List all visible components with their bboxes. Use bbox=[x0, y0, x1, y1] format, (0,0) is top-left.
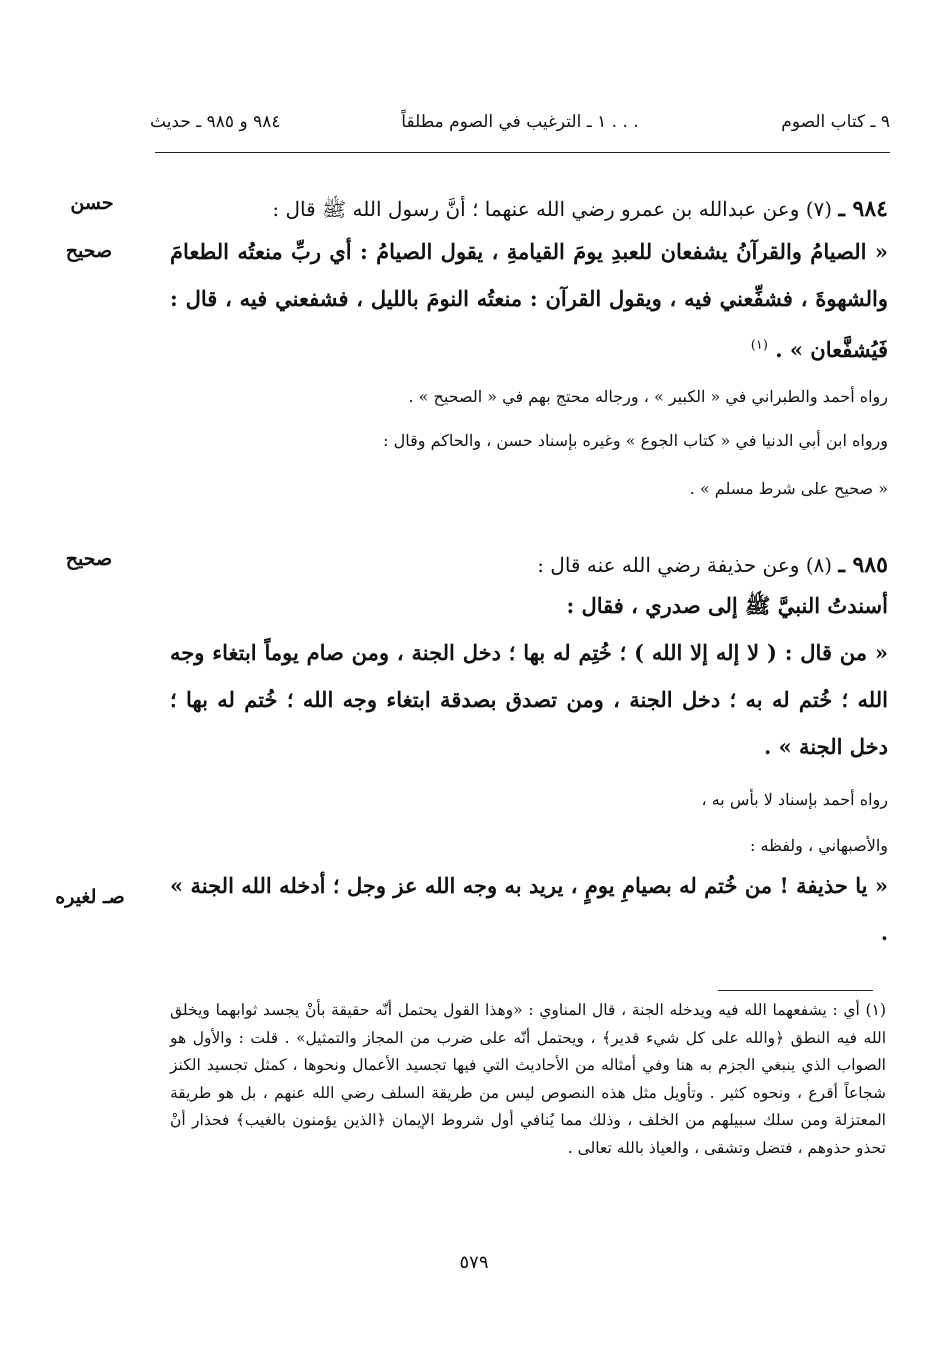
hadith-985-ref1: رواه أحمد بإسناد لا بأس به ، bbox=[701, 790, 888, 809]
hadith-985-intro: أسندتُ النبيَّ ﷺ إلى صدري ، فقال : bbox=[566, 593, 888, 618]
page-number: ٥٧٩ bbox=[459, 1252, 489, 1273]
hadith-985 bbox=[170, 548, 888, 956]
grade-985-extra: صـ لغيره bbox=[55, 886, 125, 908]
grade-984-line2: صحيح bbox=[65, 240, 113, 262]
footnote-text: (١) أي : يشفعهما الله فيه ويدخله الجنة ، قال المناوي : «وهذا القول يحتمل أنّه حقيقة بأنْ يجسد ثوابهما ويخلق الله فيه النطق ﴿والله على كل شيء قدير﴾ ، ويحتمل أنّه على ضرب من المجاز والتمثيل» . قلت : والأول هو الصواب الذي ينبغي الجزم به هنا وفي أمثاله من الأحاديث التي فيها تجسيد الأعمال ونحوها ، كمثل تجسيد الكنز شجاعاً أقرع ، ونحوه كثير . وتأويل مثل هذه النصوص ليس من طريقة السلف رضي الله عنهم ، بل هو طريقة المعتزلة ومن سلك سبيلهم من الخلف ، وذلك مما يُنافي أول شروط الإيمان ﴿الذين يؤمنون بالغيب﴾ فحذار أنْ تحذو حذوهم ، فتضل وتشقى ، والعياذ بالله تعالى . bbox=[170, 1001, 886, 1157]
header-book-title: ٩ ـ كتاب الصوم bbox=[781, 112, 890, 132]
hadith-984-isnad: (٧) وعن عبدالله بن عمرو رضي الله عنهما ؛ أنَّ رسول الله ﷺ قال : bbox=[272, 197, 833, 221]
header-hadith-range: ٩٨٤ و ٩٨٥ ـ حديث bbox=[150, 112, 281, 132]
running-header bbox=[150, 112, 890, 142]
footnote-marker: (١) bbox=[750, 338, 768, 353]
grade-985: صحيح bbox=[65, 548, 113, 570]
hadith-984-matn: « الصيامُ والقرآنُ يشفعان للعبدِ يومَ القيامةِ ، يقول الصيامُ : أي ربِّ منعتُه الطعامَ والشهوةَ ، فشفِّعني فيه ، ويقول القرآن : منعتُه النومَ بالليل ، فشفعني فيه ، قال : فَيُشفَّعان » . bbox=[170, 239, 888, 362]
hadith-985-ref2: والأصبهاني ، ولفظه : bbox=[750, 836, 888, 855]
hadith-984-number: ٩٨٤ ـ bbox=[838, 196, 888, 222]
hadith-984 bbox=[170, 192, 888, 501]
header-chapter-title: ١ ـ الترغيب في الصوم مطلقاً . . . bbox=[401, 112, 639, 132]
hadith-984-ref1: رواه أحمد والطبراني في « الكبير » ، ورجاله محتج بهم في « الصحيح » . bbox=[408, 387, 888, 406]
hadith-985-isnad-line bbox=[170, 548, 888, 582]
footnote-divider bbox=[718, 990, 873, 991]
hadith-985-matn2: « يا حذيفة ! من خُتم له بصيامِ يومٍ ، يريد به وجه الله عز وجل ؛ أدخله الله الجنة » . bbox=[170, 873, 888, 945]
header-divider bbox=[155, 152, 890, 153]
grade-984-line1: حسن bbox=[70, 192, 114, 214]
hadith-985-number: ٩٨٥ ـ bbox=[838, 552, 888, 578]
hadith-984-isnad-line bbox=[170, 192, 888, 226]
hadith-984-matn-block bbox=[170, 228, 888, 373]
hadith-984-ref3: « صحيح على شرط مسلم » . bbox=[689, 479, 888, 498]
hadith-984-ref2: ورواه ابن أبي الدنيا في « كتاب الجوع » وغيره بإسناد حسن ، والحاكم وقال : bbox=[383, 431, 888, 450]
hadith-985-isnad: (٨) وعن حذيفة رضي الله عنه قال : bbox=[537, 553, 833, 577]
hadith-985-matn: « من قال : ( لا إله إلا الله ) ؛ خُتِم له بها ؛ دخل الجنة ، ومن صام يوماً ابتغاء وجه الله ؛ خُتم له به ؛ دخل الجنة ، ومن تصدق بصدقة ابتغاء وجه الله ؛ خُتم له بها ؛ دخل الجنة » . bbox=[170, 640, 888, 759]
